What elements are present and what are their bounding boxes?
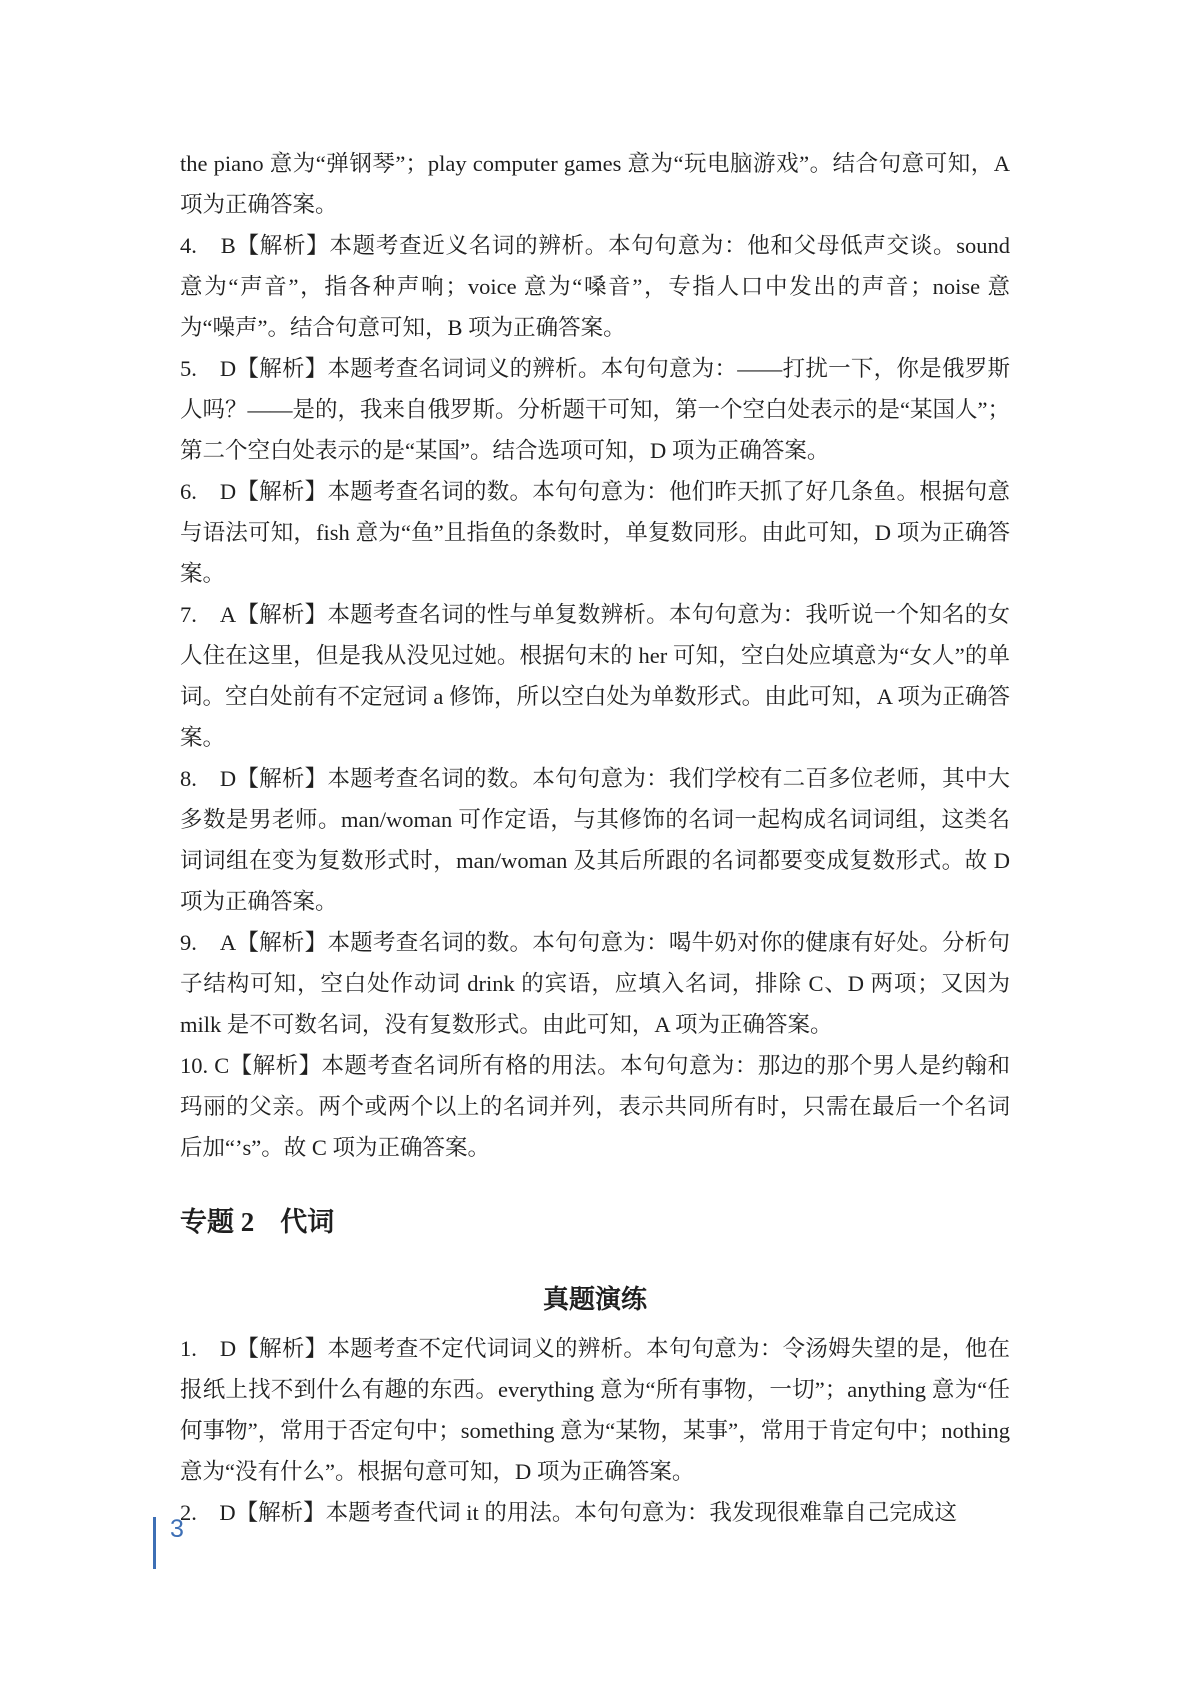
- section-title: 代词: [280, 1207, 335, 1237]
- page-content: [180, 143, 1010, 1533]
- answer-paragraph-7: 7. A【解析】本题考查名词的性与单复数辨析。本句句意为：我听说一个知名的女人住在这里，但是我从没见过她。根据句末的 her 可知，空白处应填意为“女人”的单词。空白处前有不定冠词 a 修饰，所以空白处为单数形式。由此可知，A 项为正确答案。: [180, 602, 1010, 750]
- subsection-heading: 真题演练: [542, 1285, 647, 1314]
- section-heading: [180, 1198, 1010, 1246]
- section-number: 专题 2: [180, 1207, 255, 1237]
- answer-paragraph-10: 10. C【解析】本题考查名词所有格的用法。本句句意为：那边的那个男人是约翰和玛丽的父亲。两个或两个以上的名词并列，表示共同所有时，只需在最后一个名词后加“’s”。故 C 项为正确答案。: [180, 1053, 1010, 1160]
- answer-paragraph-4: 4. B【解析】本题考查近义名词的辨析。本句句意为：他和父母低声交谈。sound 意为“声音”，指各种声响；voice 意为“嗓音”，专指人口中发出的声音；noise 意为“噪声”。结合句意可知，B 项为正确答案。: [180, 233, 1010, 340]
- answer-paragraph-9: 9. A【解析】本题考查名词的数。本句句意为：喝牛奶对你的健康有好处。分析句子结构可知，空白处作动词 drink 的宾语，应填入名词，排除 C、D 两项；又因为 milk 是不可数名词，没有复数形式。由此可知，A 项为正确答案。: [180, 930, 1010, 1037]
- answer-paragraph-5: 5. D【解析】本题考查名词词义的辨析。本句句意为：——打扰一下，你是俄罗斯人吗？——是的，我来自俄罗斯。分析题干可知，第一个空白处表示的是“某国人”；第二个空白处表示的是“某国”。结合选项可知，D 项为正确答案。: [180, 356, 1010, 463]
- answer-paragraph-continued: the piano 意为“弹钢琴”；play computer games 意为“玩电脑游戏”。结合句意可知，A 项为正确答案。: [180, 151, 1010, 217]
- answer-paragraph-2: 2. D【解析】本题考查代词 it 的用法。本句句意为：我发现很难靠自己完成这: [180, 1500, 957, 1525]
- page-number: 3: [170, 1515, 184, 1543]
- answer-paragraph-8: 8. D【解析】本题考查名词的数。本句句意为：我们学校有二百多位老师，其中大多数是男老师。man/woman 可作定语，与其修饰的名词一起构成名词词组，这类名词词组在变为复数形式时，man/woman 及其后所跟的名词都要变成复数形式。故 D 项为正确答案。: [180, 766, 1010, 914]
- page-number-bar: [153, 1517, 156, 1569]
- answer-paragraph-1: 1. D【解析】本题考查不定代词词义的辨析。本句句意为：令汤姆失望的是，他在报纸上找不到什么有趣的东西。everything 意为“所有事物，一切”；anything 意为“任何事物”，常用于否定句中；something 意为“某物，某事”，常用于肯定句中；nothing 意为“没有什么”。根据句意可知，D 项为正确答案。: [180, 1336, 1010, 1484]
- answer-paragraph-6: 6. D【解析】本题考查名词的数。本句句意为：他们昨天抓了好几条鱼。根据句意与语法可知，fish 意为“鱼”且指鱼的条数时，单复数同形。由此可知，D 项为正确答案。: [180, 479, 1010, 586]
